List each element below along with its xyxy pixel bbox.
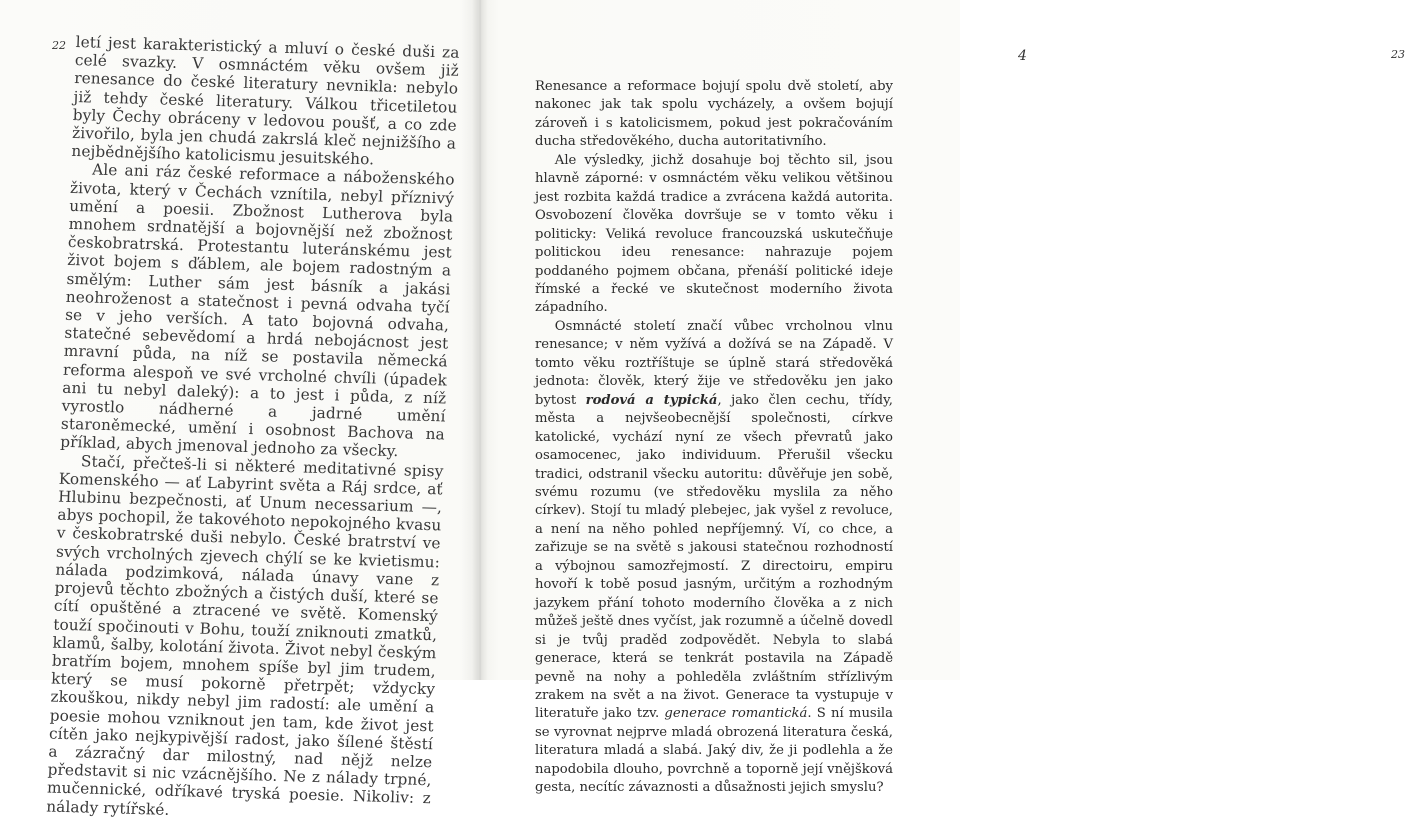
- right-paragraph: [535, 318, 893, 798]
- right-paragraph: [535, 78, 893, 152]
- left-page-number: 22: [52, 39, 66, 52]
- paragraph-text: , jako člen cechu, třídy, města a nejvšeobecnější společnosti, církve katolické, vychází nyní ze všech převratů jako osamocenec, jako individuum. Přerušil všecku tradici, odstranil všecku autoritu: důvěřuje jen sobě, svému rozumu (ve středověku myslila za něho církev). Stojí tu mladý plebejec, jak vyšel z revoluce, a není na něho pohled nepříjemný. Ví, co chce, a zařizuje se na světě s jakousi statečnou rozhodností a výbojnou samozřejmostí. Z directoiru, empiru hovoří k tobě posud jasným, určitým a rozhodným jazykem přání tohoto moderního člověka a z nich můžeš ještě dnes vyčíst, jak rozumně a účelně dovedl si je tvůj praděd zodpovědět. Nebyla to slabá generace, která se tenkrát postavila na Západě pevně na nohy a pohleděla zvláštním střízlivým zrakem na svět a na život. Generace ta vystupuje v literatuře jako tzv.: [535, 392, 894, 722]
- paragraph-text: . S ní musila se vyrovnat nejprve mladá obrozená literatura česká, literatura mladá a slabá. Jaký div, že ji podlehla a že napodobila dlouho, povrchně a toporně její vnějšková gesta, necítíc závaznosti a důsažnosti jejich smyslu?: [535, 706, 894, 796]
- paragraph-text: Renesance a reformace bojují spolu dvě století, aby nakonec jak tak spolu vycházely, a ovšem bojují zároveň i s katolicismem, pokud jest pokračováním ducha středověkého, ducha autoritativního.: [535, 79, 893, 150]
- left-paragraph: Stačí, přečteš-li si některé meditativné spisy Komenského — ať Labyrint světa a Ráj srdce, ať Hlubinu bezpečnosti, ať Unum necessarium —, abys pochopil, že takovéhoto nepokojného kvasu v českobratrské duši nebylo. České bratrství ve svých vrcholných zjevech chýlí se ke kvietismu: nálada podzimková, nálada únavy vane z projevů těchto zbožných a čistých duší, které se cítí opuštěné a ztracené ve světě. Komenský touží spočinouti v Bohu, touží zniknouti zmatků, klamů, šalby, kolotání života. Život nebyl českým bratřím bojem, mnohem spíše byl jim trudem, který se musí pokorně přetrpět; vždycky zkouškou, nikdy nebyl jim radostí: ale umění a poesie mohou vzniknout jen tam, kde život jest cítěn jako nejkypivější radost, jako šílené štěstí a zázračný dar milostný, nad nějž nelze představit si nic vzácnějšího. Ne z nálady trpné, mučennické, odříkavé tryská poesie. Nikoliv: z nálady rytířské.: [45, 451, 444, 819]
- left-page-body: [46, 33, 460, 826]
- left-paragraph: letí jest karakteristický a mluví o české duši za celé svazky. V osmnáctém věku ovšem již renesance do české literatury nevnikla: nebylo již tehdy české literatury. Válkou třicetiletou byly Čechy obráceny v ledovou poušť, a co zde živořilo, byla jen chudá zakrslá kleč nejnižšího a nejbědnějšího katolicismu jesuitského.: [71, 33, 460, 169]
- emphasized-term: rodová a typická: [585, 392, 718, 408]
- left-page: [0, 0, 480, 819]
- right-page-number: 4: [1018, 48, 1027, 64]
- paragraph-text: Ale výsledky, jichž dosahuje boj těchto sil, jsou hlavně záporné: v osmnáctém věku velikou většinou jest rozbita každá tradice a zvrácena každá autorita. Osvobození člověka dovršuje se v tomto věku i politicky: Veliká revoluce francouzská uskutečňuje politickou ideu renesance: nahrazuje pojem poddaného pojmem občana, přenáší politické ideje římské a řecké ve skutečnost moderního života západního.: [535, 152, 893, 316]
- left-paragraph: Ale ani ráz české reformace a náboženského života, který v Čechách vznítila, nebyl příznivý umění a poesii. Zbožnost Lutherova byla mnohem srdnatější a bojovnější než zbožnost českobratrská. Protestantu luteránskému jest život bojem s ďáblem, ale bojem radostným a smělým: Luther sám jest básník a jakási neohroženost a statečnost i pevná odvaha tyčí se v jeho verších. A tato bojovná odvaha, statečné sebevědomí a hrdá nebojácnost jest mravní půda, na níž se postavila německá reforma alespoň ve své vrcholné chvíli (úpadek ani tu nebyl daleký): a to jest i půda, z níž vyrostlo nádherné a jadrné umění staroněmecké, umění i osobnost Bachova na příklad, abych jmenoval jednoho za všecky.: [59, 160, 455, 461]
- emphasized-term: generace romantická: [664, 706, 808, 722]
- right-paragraph: [535, 152, 893, 318]
- right-page-body: [535, 78, 893, 798]
- right-page-corner-number: 23: [1391, 48, 1405, 61]
- paragraph-text: Osmnácté století značí vůbec vrcholnou vlnu renesance; v něm vyžívá a dožívá se na Západě. V tomto věku roztříštuje se úplně stará středověká jednota: člověk, který žije ve středověku jen jako bytost: [535, 318, 893, 408]
